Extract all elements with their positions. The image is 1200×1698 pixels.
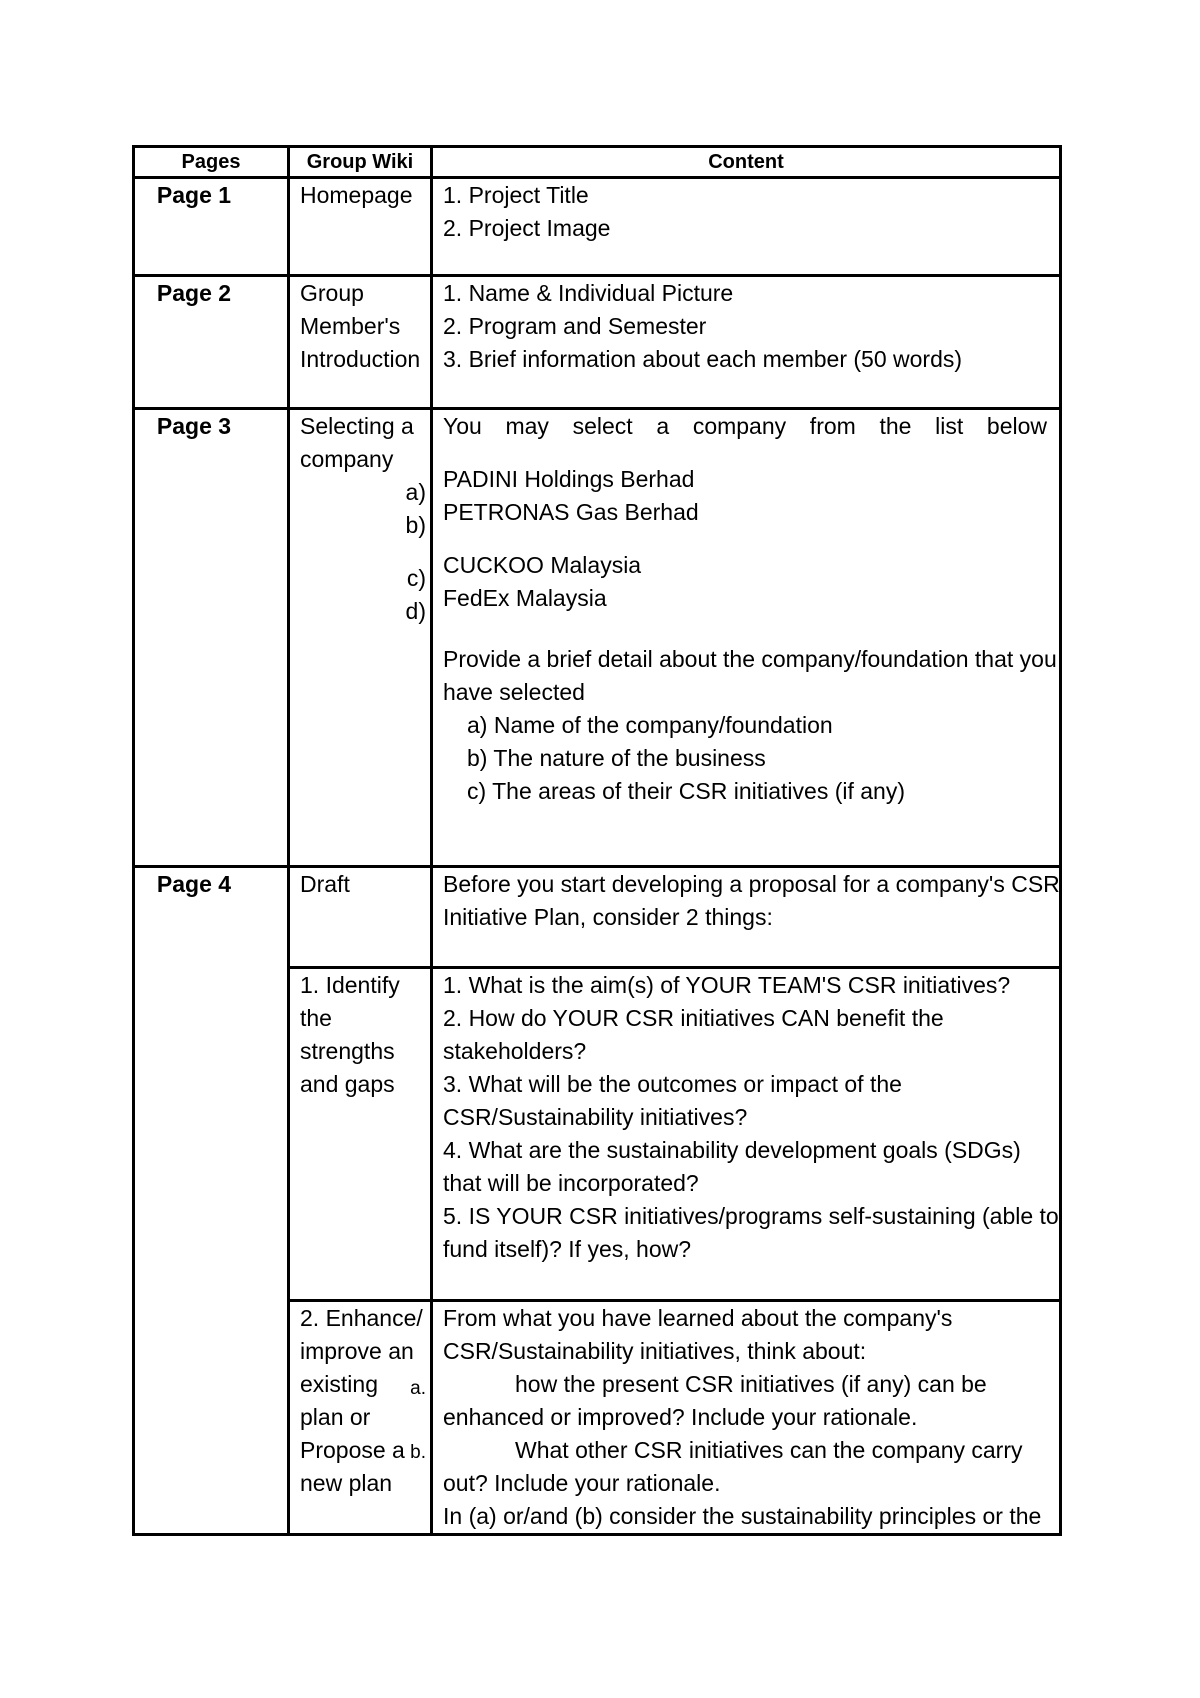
company-option: CUCKOO Malaysia <box>443 552 642 578</box>
header-group-wiki: Group Wiki <box>289 147 432 178</box>
table-row-page-3 <box>134 409 1061 867</box>
content-line: fund itself)? If yes, how? <box>443 1236 692 1262</box>
wiki-line: company <box>300 446 394 472</box>
content-line: 5. IS YOUR CSR initiatives/programs self-sustaining (able to <box>443 1203 1059 1229</box>
wiki-line: and gaps <box>300 1071 395 1097</box>
content-line: CSR/Sustainability initiatives? <box>443 1104 748 1130</box>
detail-item: a) Name of the company/foundation <box>467 712 833 738</box>
content-line: 3. What will be the outcomes or impact of the <box>443 1071 902 1097</box>
content-line: 2. How do YOUR CSR initiatives CAN benefit the <box>443 1005 944 1031</box>
page-label: Page 1 <box>134 178 289 276</box>
wiki-line: the <box>300 1005 332 1031</box>
content-line: Initiative Plan, consider 2 things: <box>443 904 773 930</box>
wiki-line: Introduction <box>300 346 421 372</box>
content-line: In (a) or/and (b) consider the sustainability principles or the <box>443 1503 1042 1529</box>
content-line: that will be incorporated? <box>443 1170 699 1196</box>
content-line: 2. Program and Semester <box>443 313 707 339</box>
content-cell <box>432 276 1061 409</box>
wiki-line: Selecting a <box>300 413 414 439</box>
content-intro: You may select a company from the list below <box>443 413 1047 439</box>
wiki-cell <box>289 409 432 867</box>
wiki-line: 2. Enhance/ <box>300 1305 423 1331</box>
wiki-cell <box>289 968 432 1301</box>
content-cell <box>432 409 1061 867</box>
content-line: 3. Brief information about each member (50 words) <box>443 346 963 372</box>
list-marker: a. <box>410 1378 426 1399</box>
content-line: 2. Project Image <box>443 215 611 241</box>
company-option: PETRONAS Gas Berhad <box>443 499 699 525</box>
wiki-line: plan or <box>300 1404 371 1430</box>
table-row-page-4-draft <box>134 867 1061 968</box>
table-row-page-1 <box>134 178 1061 276</box>
detail-item: c) The areas of their CSR initiatives (if any) <box>467 778 906 804</box>
content-line: stakeholders? <box>443 1038 587 1064</box>
wiki-cell <box>289 276 432 409</box>
wiki-cell <box>289 867 432 968</box>
detail-item: b) The nature of the business <box>467 745 766 771</box>
content-line: out? Include your rationale. <box>443 1470 721 1496</box>
wiki-line: new plan <box>300 1470 393 1496</box>
content-cell <box>432 867 1061 968</box>
company-option: FedEx Malaysia <box>443 585 607 611</box>
header-row <box>134 147 1061 178</box>
wiki-line: existing <box>300 1371 378 1397</box>
wiki-line: Homepage <box>300 182 413 208</box>
content-line: 1. What is the aim(s) of YOUR TEAM'S CSR initiatives? <box>443 972 1011 998</box>
content-line: 1. Project Title <box>443 182 589 208</box>
wiki-cell <box>289 178 432 276</box>
list-marker: a) <box>405 479 426 505</box>
page-label: Page 3 <box>134 409 289 867</box>
content-line: have selected <box>443 679 585 705</box>
list-marker: d) <box>405 598 426 624</box>
wiki-line: improve an <box>300 1338 414 1364</box>
list-marker: b. <box>410 1442 426 1463</box>
list-marker: b) <box>405 512 426 538</box>
content-line: how the present CSR initiatives (if any) can be <box>515 1371 987 1397</box>
wiki-cell <box>289 1301 432 1535</box>
page-label: Page 2 <box>134 276 289 409</box>
wiki-requirements-table <box>132 145 1062 1536</box>
content-cell <box>432 178 1061 276</box>
content-line: From what you have learned about the company's <box>443 1305 953 1331</box>
wiki-line: 1. Identify <box>300 972 400 998</box>
content-line: Before you start developing a proposal for a company's CSR <box>443 871 1060 897</box>
page-label: Page 4 <box>134 867 289 1535</box>
content-cell <box>432 968 1061 1301</box>
wiki-line: Propose a <box>300 1437 405 1463</box>
header-content: Content <box>432 147 1061 178</box>
company-option: PADINI Holdings Berhad <box>443 466 695 492</box>
content-line: Provide a brief detail about the company/foundation that you <box>443 646 1057 672</box>
list-marker: c) <box>406 565 426 591</box>
header-pages: Pages <box>134 147 289 178</box>
wiki-line: Group <box>300 280 364 306</box>
content-line: What other CSR initiatives can the company carry <box>515 1437 1023 1463</box>
content-line: enhanced or improved? Include your rationale. <box>443 1404 918 1430</box>
content-cell <box>432 1301 1061 1535</box>
content-line: CSR/Sustainability initiatives, think about: <box>443 1338 867 1364</box>
content-line: 4. What are the sustainability development goals (SDGs) <box>443 1137 1021 1163</box>
wiki-line: Draft <box>300 871 350 897</box>
wiki-line: Member's <box>300 313 401 339</box>
content-line: 1. Name & Individual Picture <box>443 280 734 306</box>
table-row-page-2 <box>134 276 1061 409</box>
wiki-line: strengths <box>300 1038 395 1064</box>
